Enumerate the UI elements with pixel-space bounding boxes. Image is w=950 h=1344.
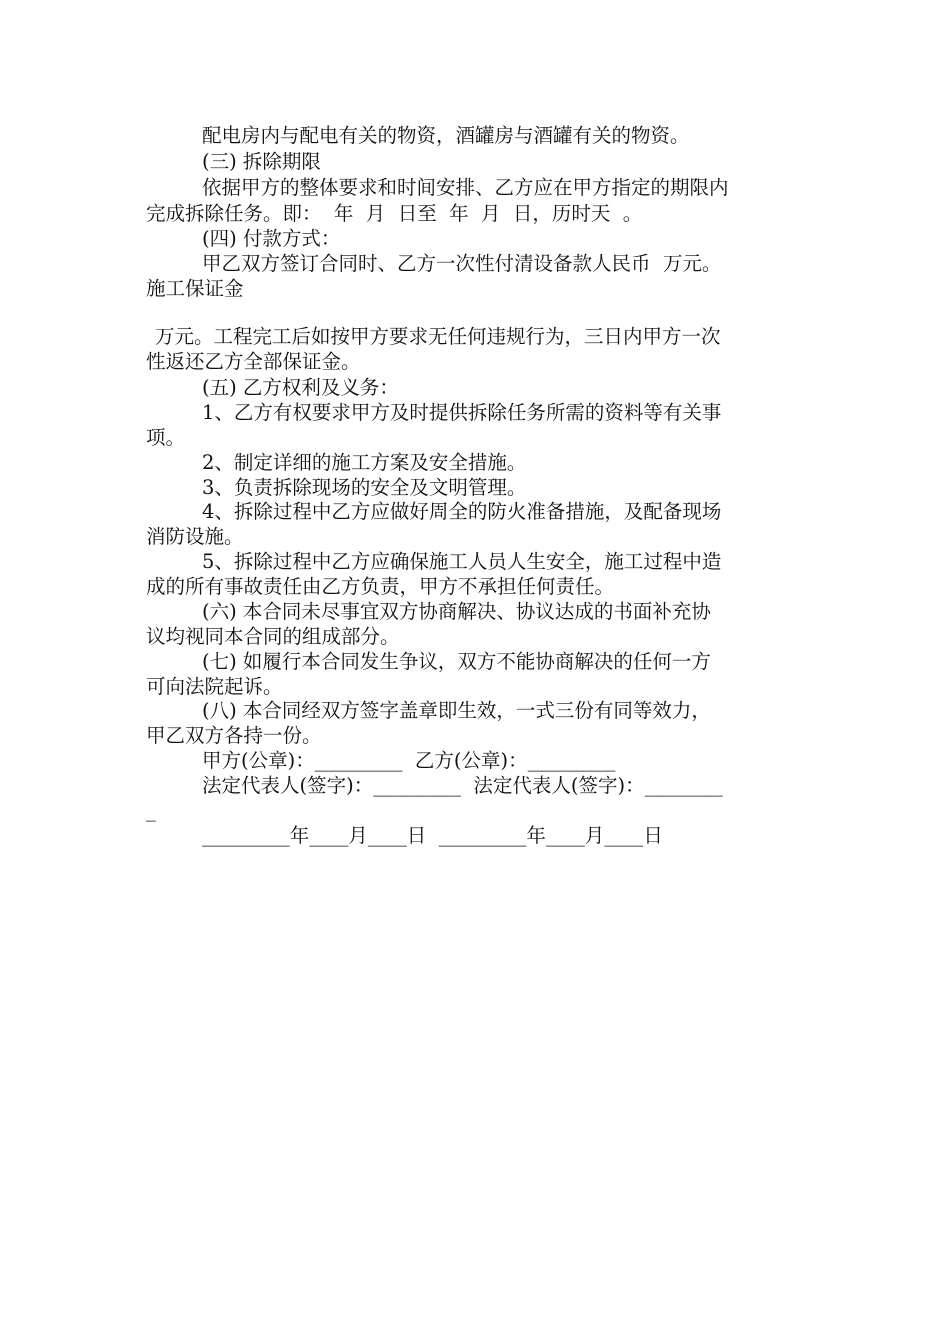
text-line: 甲乙双方签订合同时、乙方一次性付清设备款人民币 万元。 — [202, 252, 722, 275]
text-line: 完成拆除任务。即： 年 月 日至 年 月 日，历时天 。 — [146, 202, 643, 225]
text-line: 可向法院起诉。 — [146, 675, 283, 698]
signature-date-line: _________年____月____日 _________年____月____日 — [202, 824, 663, 847]
section-heading: (八) 本合同经双方签字盖章即生效，一式三份有同等效力， — [202, 699, 711, 722]
list-item: 1、乙方有权要求甲方及时提供拆除任务所需的资料等有关事 — [202, 401, 722, 424]
text-line: 甲乙双方各持一份。 — [146, 724, 322, 747]
text-line: 万元。工程完工后如按甲方要求无任何违规行为，三日内甲方一次 — [155, 325, 721, 348]
section-heading: (六) 本合同未尽事宜双方协商解决、协议达成的书面补充协 — [202, 600, 711, 623]
text-line: 项。 — [146, 426, 186, 449]
text-line: 依据甲方的整体要求和时间安排、乙方应在甲方指定的期限内 — [202, 176, 729, 199]
section-heading: (七) 如履行本合同发生争议，双方不能协商解决的任何一方 — [202, 650, 711, 673]
signature-line-representative: 法定代表人(签字)：_________ 法定代表人(签字)：________ — [202, 774, 723, 797]
list-item: 5、拆除过程中乙方应确保施工人员人生安全，施工过程中造 — [202, 550, 722, 573]
list-item: 3、负责拆除现场的安全及文明管理。 — [202, 476, 527, 499]
list-item: 4、拆除过程中乙方应做好周全的防火准备措施，及配备现场 — [202, 500, 722, 523]
text-line: 议均视同本合同的组成部分。 — [146, 625, 400, 648]
text-line: 性返还乙方全部保证金。 — [146, 350, 361, 373]
section-heading: (三) 拆除期限 — [202, 150, 321, 173]
text-line: 施工保证金 — [146, 277, 244, 300]
text-line: 成的所有事故责任由乙方负责，甲方不承担任何责任。 — [146, 575, 615, 598]
signature-line-seal: 甲方(公章)：_________ 乙方(公章)：_________ — [202, 749, 616, 772]
section-heading: (五) 乙方权利及义务： — [202, 376, 399, 399]
section-heading: (四) 付款方式： — [202, 227, 341, 250]
list-item: 2、制定详细的施工方案及安全措施。 — [202, 451, 527, 474]
text-line: 消防设施。 — [146, 525, 244, 548]
text-line: _ — [146, 799, 156, 822]
text-line: 配电房内与配电有关的物资，酒罐房与酒罐有关的物资。 — [202, 124, 690, 147]
